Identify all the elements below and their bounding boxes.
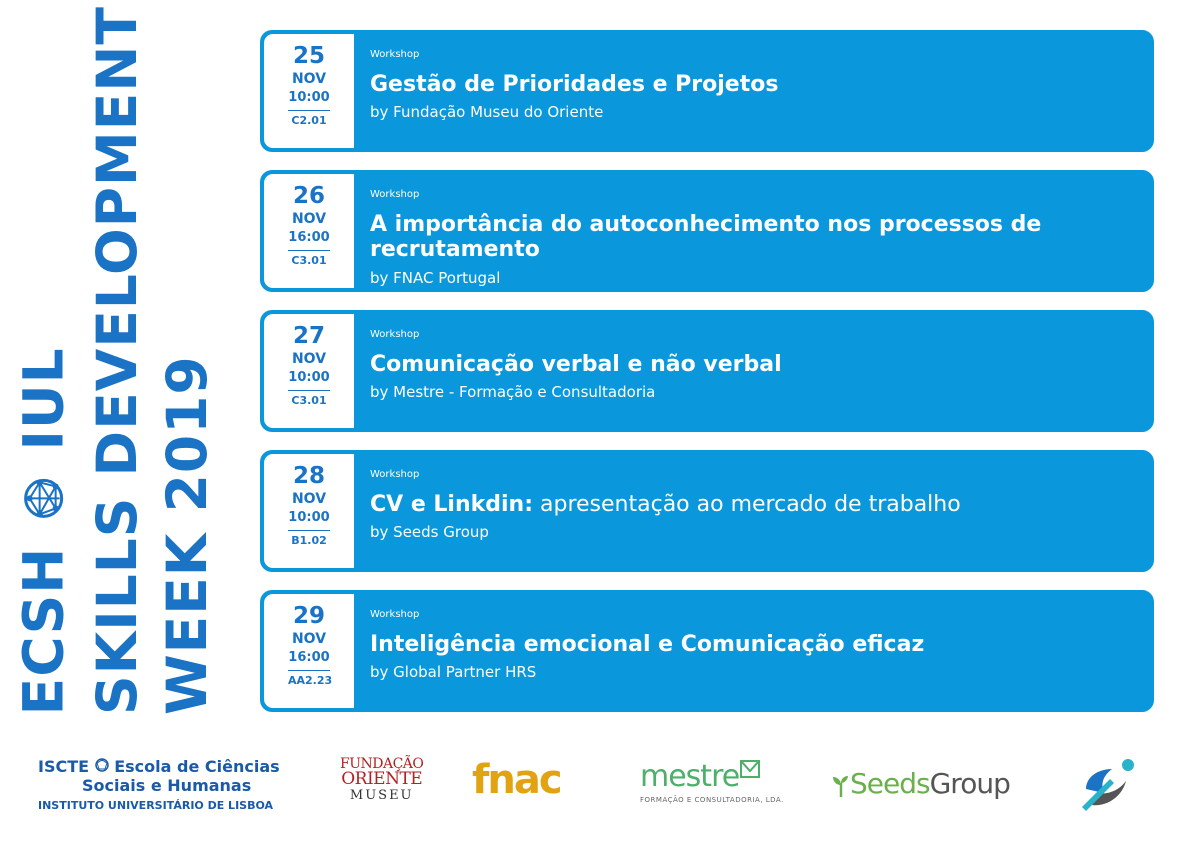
mestre-subtitle: FORMAÇÃO E CONSULTADORIA, LDA.: [640, 796, 784, 804]
group-name: Group: [929, 767, 1010, 800]
event-card[interactable]: [260, 310, 1154, 432]
title-line-3: WEEK 2019: [155, 355, 219, 715]
fundacao-oriente-logo: [340, 757, 423, 804]
event-type: Workshop: [370, 49, 420, 60]
vertical-title: [11, 6, 230, 715]
event-month: NOV: [291, 351, 327, 368]
event-list: [260, 30, 1154, 730]
event-day: 28: [292, 463, 325, 489]
event-title: [370, 632, 1134, 657]
event-day: 29: [292, 603, 325, 629]
date-box: [264, 594, 354, 708]
date-box: [264, 174, 354, 288]
iscte-line-1: [38, 757, 280, 776]
event-month: NOV: [291, 211, 327, 228]
fundacao-line-3: MUSEU: [349, 788, 414, 803]
event-room: B1.02: [288, 530, 330, 547]
event-time: 10:00: [288, 510, 330, 526]
event-host: by Fundação Museu do Oriente: [370, 103, 604, 122]
seeds-sprout-icon: [832, 767, 850, 800]
mestre-logo: [640, 759, 784, 804]
event-host: by Global Partner HRS: [370, 663, 537, 682]
event-title: [370, 352, 1134, 377]
date-box: [264, 314, 354, 428]
mestre-name: mestre: [640, 759, 740, 794]
fundacao-line-2: ORIENTE: [341, 769, 423, 789]
title-iul: IUL: [11, 346, 76, 451]
title-line-2: SKILLS DEVELOPMENT: [85, 6, 149, 715]
event-title: [370, 492, 1134, 517]
event-title-bold: Gestão de Prioridades e Projetos: [370, 72, 779, 97]
date-box: [264, 34, 354, 148]
event-month: NOV: [291, 491, 327, 508]
event-card[interactable]: [260, 450, 1154, 572]
event-title: [370, 212, 1134, 263]
iscte-logo: [38, 757, 280, 812]
event-host: by Seeds Group: [370, 523, 489, 542]
iscte-school-1: Escola de Ciências: [114, 757, 280, 776]
event-title-bold: Comunicação verbal e não verbal: [370, 352, 782, 377]
globe-icon: [20, 476, 75, 520]
event-info: [370, 170, 1134, 287]
event-day: 26: [292, 183, 325, 209]
event-month: NOV: [291, 71, 327, 88]
event-room: AA2.23: [288, 670, 330, 687]
event-card[interactable]: [260, 590, 1154, 712]
event-month: NOV: [291, 631, 327, 648]
mestre-mark-icon: [739, 759, 761, 794]
event-time: 10:00: [288, 370, 330, 386]
title-line-1: [11, 346, 76, 715]
event-card[interactable]: [260, 170, 1154, 292]
event-info: [370, 30, 1134, 121]
event-type: Workshop: [370, 189, 420, 200]
event-info: [370, 590, 1134, 681]
event-title-bold: A importância do autoconhecimento nos processos de recrutamento: [370, 212, 1042, 263]
fundacao-line-1: FUNDAÇÃO: [340, 756, 424, 772]
seeds-group-logo: [832, 767, 1010, 800]
iscte-institute: INSTITUTO UNIVERSITÁRIO DE LISBOA: [38, 799, 274, 812]
event-time: 10:00: [288, 90, 330, 106]
event-room: C3.01: [288, 250, 330, 267]
event-room: C2.01: [288, 110, 330, 127]
event-info: [370, 450, 1134, 541]
event-day: 27: [292, 323, 325, 349]
event-type: Workshop: [370, 469, 420, 480]
event-time: 16:00: [288, 230, 330, 246]
event-type: Workshop: [370, 609, 420, 620]
event-room: C3.01: [288, 390, 330, 407]
seeds-name: Seeds: [850, 767, 930, 800]
event-title-bold: Inteligência emocional e Comunicação eficaz: [370, 632, 925, 657]
event-card[interactable]: [260, 30, 1154, 152]
event-title-bold: CV e Linkdin:: [370, 492, 534, 517]
event-type: Workshop: [370, 329, 420, 340]
sponsor-footer: [0, 745, 1191, 842]
global-partner-logo: [1078, 755, 1140, 817]
event-time: 16:00: [288, 650, 330, 666]
event-host: by FNAC Portugal: [370, 268, 501, 287]
iscte-name: ISCTE: [38, 757, 90, 776]
fnac-logo: fnac: [472, 757, 561, 803]
date-box: [264, 454, 354, 568]
event-day: 25: [292, 43, 325, 69]
event-title: [370, 72, 1134, 97]
iscte-globe-icon: [95, 757, 115, 776]
event-host: by Mestre - Formação e Consultadoria: [370, 383, 656, 402]
iscte-school-2: Sociais e Humanas: [82, 776, 252, 795]
event-title-normal: apresentação ao mercado de trabalho: [533, 492, 961, 517]
event-info: [370, 310, 1134, 401]
title-ecsh: ECSH: [11, 546, 76, 715]
